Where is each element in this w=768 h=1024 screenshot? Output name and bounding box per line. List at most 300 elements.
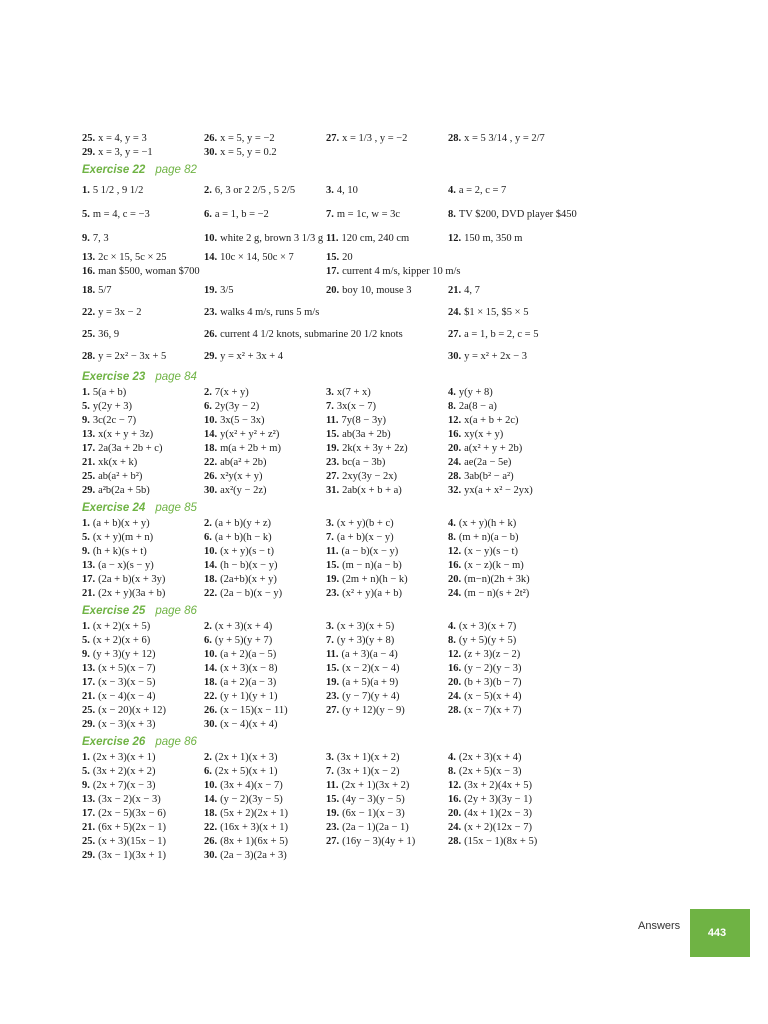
answer-text: (a + b)(y + z): [214, 518, 272, 529]
answer-item: [204, 386, 326, 400]
answer-number: 12.: [448, 233, 462, 244]
answer-text: 20: [342, 252, 353, 263]
answer-number: 16.: [448, 560, 462, 571]
exercise-title: Exercise 25: [82, 605, 146, 617]
answer-item: [204, 470, 326, 484]
answer-text: (a + 5)(a + 9): [342, 677, 399, 688]
answer-item: [204, 821, 326, 835]
answer-number: 30.: [448, 351, 462, 362]
answer-item: [326, 779, 448, 793]
answer-item: [82, 821, 204, 835]
answer-text: current 4 m/s, kipper 10 m/s: [342, 266, 461, 277]
answer-number: 12.: [448, 649, 462, 660]
exercise-page-ref: page 84: [155, 371, 197, 383]
answer-number: 14.: [204, 429, 218, 440]
answer-number: 24.: [448, 457, 462, 468]
answer-text: m = 4, c = −3: [92, 209, 150, 220]
answer-row: [82, 545, 682, 559]
answer-item: [82, 386, 204, 400]
answer-text: (y + 3)(y + 8): [336, 635, 395, 646]
answer-text: (3x − 1)(3x + 1): [98, 850, 166, 861]
answer-item: [204, 648, 326, 662]
answer-item: [82, 690, 204, 704]
answer-item: [204, 779, 326, 793]
answer-item: [82, 718, 204, 732]
answer-text: a(x² + y + 2b): [464, 443, 523, 454]
answer-row: [82, 428, 682, 442]
answer-item: [326, 676, 448, 690]
answer-text: y = 2x² − 3x + 5: [98, 351, 167, 362]
answer-text: ae(2a − 5e): [464, 457, 512, 468]
answer-item: [448, 793, 570, 807]
answer-item: [204, 146, 326, 160]
answer-item: [326, 428, 448, 442]
answer-text: (8x + 1)(6x + 5): [220, 836, 288, 847]
answer-item: [204, 634, 326, 648]
answer-text: (x − 3)(x − 5): [98, 677, 156, 688]
answer-number: 29.: [82, 485, 96, 496]
answer-text: (y + 3)(y + 12): [92, 649, 156, 660]
answer-text: (a + 2)(a − 3): [220, 677, 277, 688]
answer-number: 22.: [204, 691, 218, 702]
answer-item: [326, 456, 448, 470]
answer-item: [82, 835, 204, 849]
answer-item: [326, 279, 448, 303]
exercise-title: Exercise 22: [82, 164, 146, 176]
exercise-page-ref: page 86: [155, 736, 197, 748]
answer-item: [326, 484, 448, 498]
answer-number: 17.: [326, 266, 340, 277]
answer-number: 3.: [326, 752, 334, 763]
answer-number: 3.: [326, 518, 334, 529]
answer-item: [326, 400, 448, 414]
answer-item: [204, 456, 326, 470]
answer-number: 24.: [448, 822, 462, 833]
answer-number: 30.: [204, 147, 218, 158]
answer-number: 19.: [326, 808, 340, 819]
answer-number: 22.: [204, 822, 218, 833]
answer-number: 18.: [204, 677, 218, 688]
answer-number: 30.: [204, 850, 218, 861]
answer-item: [448, 386, 570, 400]
answer-item: [204, 559, 326, 573]
answer-number: 5.: [82, 532, 90, 543]
answer-item: [326, 414, 448, 428]
answer-text: (2a − 1)(2a − 1): [342, 822, 409, 833]
answer-item: [82, 751, 204, 765]
answer-text: (x + y)(m + n): [92, 532, 154, 543]
answer-text: x(7 + x): [336, 387, 371, 398]
answer-row: [82, 386, 682, 400]
answer-row: [82, 323, 682, 347]
answer-text: ab(3a + 2b): [342, 429, 391, 440]
answer-text: 5 1/2 , 9 1/2: [92, 185, 144, 196]
answer-text: y = x² + 2x − 3: [464, 351, 528, 362]
answer-item: [82, 323, 204, 347]
answer-item: [326, 765, 448, 779]
answer-number: 1.: [82, 387, 90, 398]
answer-item: [82, 146, 204, 160]
answer-number: 8.: [448, 635, 456, 646]
answer-row: [82, 573, 682, 587]
answer-number: 25.: [82, 471, 96, 482]
answer-item: [326, 470, 448, 484]
answer-item: [82, 662, 204, 676]
answer-number: 3.: [326, 621, 334, 632]
answer-item: [204, 179, 326, 203]
answer-number: 3.: [326, 387, 334, 398]
answer-item: [204, 203, 326, 227]
answer-text: (m − n)(a − b): [342, 560, 402, 571]
answer-item: [82, 179, 204, 203]
answer-number: 27.: [326, 705, 340, 716]
answer-item: [82, 587, 204, 601]
answer-item: [448, 634, 570, 648]
exercise-page-ref: page 82: [155, 164, 197, 176]
answer-item: [204, 442, 326, 456]
answer-number: 24.: [448, 691, 462, 702]
answer-text: 7y(8 − 3y): [341, 415, 386, 426]
answer-item: [204, 531, 326, 545]
answer-number: 13.: [82, 794, 96, 805]
answer-number: 29.: [82, 147, 96, 158]
answer-text: (x + y)(h + k): [458, 518, 517, 529]
answer-number: 15.: [326, 560, 340, 571]
answer-number: 25.: [82, 329, 96, 340]
answer-text: (4x + 1)(2x − 3): [464, 808, 532, 819]
answer-number: 14.: [204, 560, 218, 571]
answer-text: man $500, woman $700: [98, 266, 200, 277]
answer-number: 6.: [204, 635, 212, 646]
answer-number: 24.: [448, 307, 462, 318]
answer-item: [448, 470, 570, 484]
answer-row: [82, 347, 682, 367]
answer-item: [326, 265, 570, 279]
answer-item: [204, 676, 326, 690]
answer-row: [82, 442, 682, 456]
answer-text: xy(x + y): [464, 429, 504, 440]
answer-row: [82, 648, 682, 662]
exercise-heading: [82, 369, 682, 386]
answer-number: 12.: [448, 780, 462, 791]
answer-number: 7.: [326, 635, 334, 646]
answer-number: 23.: [204, 307, 218, 318]
answer-item: [204, 662, 326, 676]
answer-text: a = 1, b = −2: [214, 209, 269, 220]
answer-text: (y + 12)(y − 9): [342, 705, 405, 716]
answer-number: 16.: [82, 266, 96, 277]
answer-item: [204, 587, 326, 601]
answer-number: 17.: [82, 443, 96, 454]
answer-number: 20.: [448, 574, 462, 585]
answer-number: 28.: [448, 705, 462, 716]
answer-row: [82, 279, 682, 303]
exercise-title: Exercise 23: [82, 371, 146, 383]
answer-item: [204, 704, 326, 718]
answer-item: [326, 132, 448, 146]
answer-number: 7.: [326, 532, 334, 543]
answer-text: (m−n)(2h + 3k): [464, 574, 530, 585]
answer-number: 20.: [326, 285, 340, 296]
answer-text: 36, 9: [98, 329, 120, 340]
answer-text: a = 1, b = 2, c = 5: [464, 329, 539, 340]
answer-number: 28.: [448, 836, 462, 847]
answer-item: [326, 559, 448, 573]
answer-row: [82, 132, 682, 146]
answer-text: (x + 5)(x − 7): [98, 663, 156, 674]
answer-number: 31.: [326, 485, 340, 496]
answer-text: (2x + 5)(x − 3): [458, 766, 522, 777]
answer-item: [82, 676, 204, 690]
answer-text: x = 5, y = 0.2: [220, 147, 277, 158]
answer-text: walks 4 m/s, runs 5 m/s: [220, 307, 320, 318]
answer-text: (x − 7)(x + 7): [464, 705, 522, 716]
answer-item: [326, 179, 448, 203]
answer-item: [82, 559, 204, 573]
answer-text: (3x + 2)(4x + 5): [464, 780, 532, 791]
answer-row: [82, 517, 682, 531]
exercise-title: Exercise 26: [82, 736, 146, 748]
answer-text: (x + y)(s − t): [220, 546, 274, 557]
answer-text: x(x + y + 3z): [98, 429, 154, 440]
answer-row: [82, 634, 682, 648]
exercise-page-ref: page 85: [155, 502, 197, 514]
answer-item: [448, 132, 570, 146]
answer-text: 2xy(3y − 2x): [342, 471, 398, 482]
answer-item: [204, 323, 448, 347]
answer-text: TV $200, DVD player $450: [458, 209, 577, 220]
answer-item: [448, 456, 570, 470]
answer-text: (2x − 5)(3x − 6): [98, 808, 166, 819]
answer-text: (15x − 1)(8x + 5): [464, 836, 538, 847]
answer-number: 1.: [82, 752, 90, 763]
answer-text: yx(a + x² − 2yx): [464, 485, 533, 496]
answer-text: (y − 7)(y + 4): [342, 691, 400, 702]
answer-text: (x + 3)(x − 8): [220, 663, 278, 674]
answer-text: 3x(x − 7): [336, 401, 377, 412]
answer-number: 10.: [204, 649, 218, 660]
answer-item: [82, 279, 204, 303]
answer-text: (3x + 2)(x + 2): [92, 766, 156, 777]
answer-item: [82, 347, 204, 367]
answer-text: (x − 20)(x + 12): [98, 705, 166, 716]
answer-item: [82, 227, 204, 251]
answer-number: 25.: [82, 133, 96, 144]
answer-number: 30.: [204, 485, 218, 496]
answer-item: [204, 807, 326, 821]
answer-number: 28.: [448, 471, 462, 482]
answer-number: 21.: [82, 457, 96, 468]
answer-text: white 2 g, brown 3 1/3 g: [220, 233, 324, 244]
answer-item: [326, 751, 448, 765]
answer-item: [82, 428, 204, 442]
answer-item: [204, 414, 326, 428]
answer-number: 9.: [82, 233, 90, 244]
answer-item: [204, 132, 326, 146]
answer-text: (x − 4)(x + 4): [220, 719, 278, 730]
answer-number: 20.: [448, 443, 462, 454]
answer-text: (x² + y)(a + b): [342, 588, 403, 599]
answer-item: [326, 203, 448, 227]
answer-text: (x + y)(b + c): [336, 518, 394, 529]
answer-text: x = 5, y = −2: [220, 133, 275, 144]
answer-row: [82, 690, 682, 704]
answer-number: 4.: [448, 387, 456, 398]
answer-row: [82, 456, 682, 470]
answer-text: (2m + n)(h − k): [342, 574, 408, 585]
answer-number: 30.: [204, 719, 218, 730]
answer-item: [204, 400, 326, 414]
answer-text: 3/5: [220, 285, 234, 296]
answer-text: (z + 3)(z − 2): [464, 649, 521, 660]
answer-number: 27.: [448, 329, 462, 340]
answer-row: [82, 779, 682, 793]
answer-number: 14.: [204, 663, 218, 674]
answer-text: (2x + 1)(x + 3): [214, 752, 278, 763]
answer-number: 5.: [82, 401, 90, 412]
answer-row: [82, 765, 682, 779]
answer-number: 21.: [448, 285, 462, 296]
answer-item: [82, 517, 204, 531]
answer-text: (x − 4)(x − 4): [98, 691, 156, 702]
answer-text: (4y − 3)(y − 5): [342, 794, 405, 805]
answer-item: [204, 751, 326, 765]
answer-text: (y − 2)(3y − 5): [220, 794, 283, 805]
answer-row: [82, 620, 682, 634]
answer-row: [82, 849, 682, 863]
answer-number: 22.: [204, 588, 218, 599]
answer-text: 2a(8 − a): [458, 401, 497, 412]
answer-item: [448, 765, 570, 779]
answer-text: y(x² + y² + z²): [220, 429, 280, 440]
answer-number: 13.: [82, 252, 96, 263]
answer-number: 21.: [82, 822, 96, 833]
answer-number: 4.: [448, 621, 456, 632]
answer-text: (2a+b)(x + y): [220, 574, 277, 585]
answer-item: [448, 835, 570, 849]
answer-text: (3x + 1)(x + 2): [336, 752, 400, 763]
exercise-page-ref: page 86: [155, 605, 197, 617]
answer-number: 13.: [82, 560, 96, 571]
answer-number: 9.: [82, 415, 90, 426]
answer-number: 25.: [82, 705, 96, 716]
answer-item: [82, 779, 204, 793]
answer-item: [82, 400, 204, 414]
answer-row: [82, 807, 682, 821]
answer-text: 2k(x + 3y + 2z): [342, 443, 408, 454]
answer-text: (a + b)(x − y): [336, 532, 394, 543]
answer-item: [448, 484, 570, 498]
answer-item: [448, 414, 570, 428]
answer-number: 6.: [204, 209, 212, 220]
answer-text: (a + 3)(a − 4): [341, 649, 398, 660]
answer-text: (5x + 2)(2x + 1): [220, 808, 288, 819]
answer-item: [448, 279, 570, 303]
answer-text: (a − x)(s − y): [98, 560, 154, 571]
answer-text: (3x − 2)(x − 3): [98, 794, 161, 805]
answer-item: [204, 428, 326, 442]
answer-text: (2a − 3)(2a + 3): [220, 850, 287, 861]
answer-text: (x − y)(s − t): [464, 546, 518, 557]
answer-text: (a − b)(x − y): [341, 546, 399, 557]
answer-number: 3.: [326, 185, 334, 196]
answer-row: [82, 793, 682, 807]
answer-item: [82, 620, 204, 634]
footer-section-label: Answers: [638, 920, 681, 932]
answer-number: 8.: [448, 766, 456, 777]
answer-text: a = 2, c = 7: [458, 185, 507, 196]
answer-row: [82, 146, 682, 160]
answer-item: [204, 227, 326, 251]
answer-text: (16x + 3)(x + 1): [220, 822, 288, 833]
answer-row: [82, 835, 682, 849]
answer-number: 27.: [326, 836, 340, 847]
answer-item: [326, 587, 448, 601]
answer-number: 19.: [326, 677, 340, 688]
answer-number: 26.: [204, 133, 218, 144]
answer-row: [82, 704, 682, 718]
answer-number: 15.: [326, 794, 340, 805]
answer-number: 19.: [326, 443, 340, 454]
answer-number: 18.: [204, 574, 218, 585]
exercise-heading: [82, 162, 682, 179]
answer-item: [448, 203, 577, 227]
answer-item: [448, 704, 570, 718]
answer-number: 10.: [204, 780, 218, 791]
answer-item: [204, 835, 326, 849]
answer-number: 11.: [326, 649, 339, 660]
page-number: 443: [707, 927, 727, 939]
answer-text: 120 cm, 240 cm: [341, 233, 410, 244]
answer-text: (m − n)(s + 2t²): [464, 588, 530, 599]
answer-item: [326, 531, 448, 545]
answer-item: [82, 704, 204, 718]
answer-text: 2a(3a + 2b + c): [98, 443, 163, 454]
answer-item: [82, 456, 204, 470]
answer-text: 150 m, 350 m: [464, 233, 523, 244]
answer-number: 15.: [326, 429, 340, 440]
answer-number: 27.: [326, 471, 340, 482]
answer-item: [448, 400, 570, 414]
answer-number: 22.: [82, 307, 96, 318]
answer-text: 4, 7: [464, 285, 480, 296]
answer-text: (2x + 1)(3x + 2): [341, 780, 410, 791]
answer-text: 2ab(x + b + a): [342, 485, 402, 496]
answer-text: 3ab(b² − a²): [464, 471, 514, 482]
answer-text: 3c(2c − 7): [92, 415, 137, 426]
answer-number: 26.: [204, 329, 218, 340]
answer-number: 24.: [448, 588, 462, 599]
answer-number: 4.: [448, 185, 456, 196]
answer-text: 6, 3 or 2 2/5 , 5 2/5: [214, 185, 296, 196]
answer-item: [82, 132, 204, 146]
answer-number: 14.: [204, 794, 218, 805]
answer-row: [82, 531, 682, 545]
answer-number: 9.: [82, 649, 90, 660]
exercise-heading: [82, 734, 682, 751]
answer-item: [204, 251, 326, 265]
answer-number: 20.: [448, 808, 462, 819]
answer-text: (x − 2)(x − 4): [342, 663, 400, 674]
answer-number: 8.: [448, 209, 456, 220]
answer-number: 19.: [326, 574, 340, 585]
answer-text: (a + b)(h − k): [214, 532, 272, 543]
answer-item: [448, 690, 570, 704]
answer-text: x(a + b + 2c): [464, 415, 519, 426]
answer-item: [82, 251, 204, 265]
answer-text: x = 5 3/14 , y = 2/7: [464, 133, 545, 144]
answer-item: [204, 484, 326, 498]
